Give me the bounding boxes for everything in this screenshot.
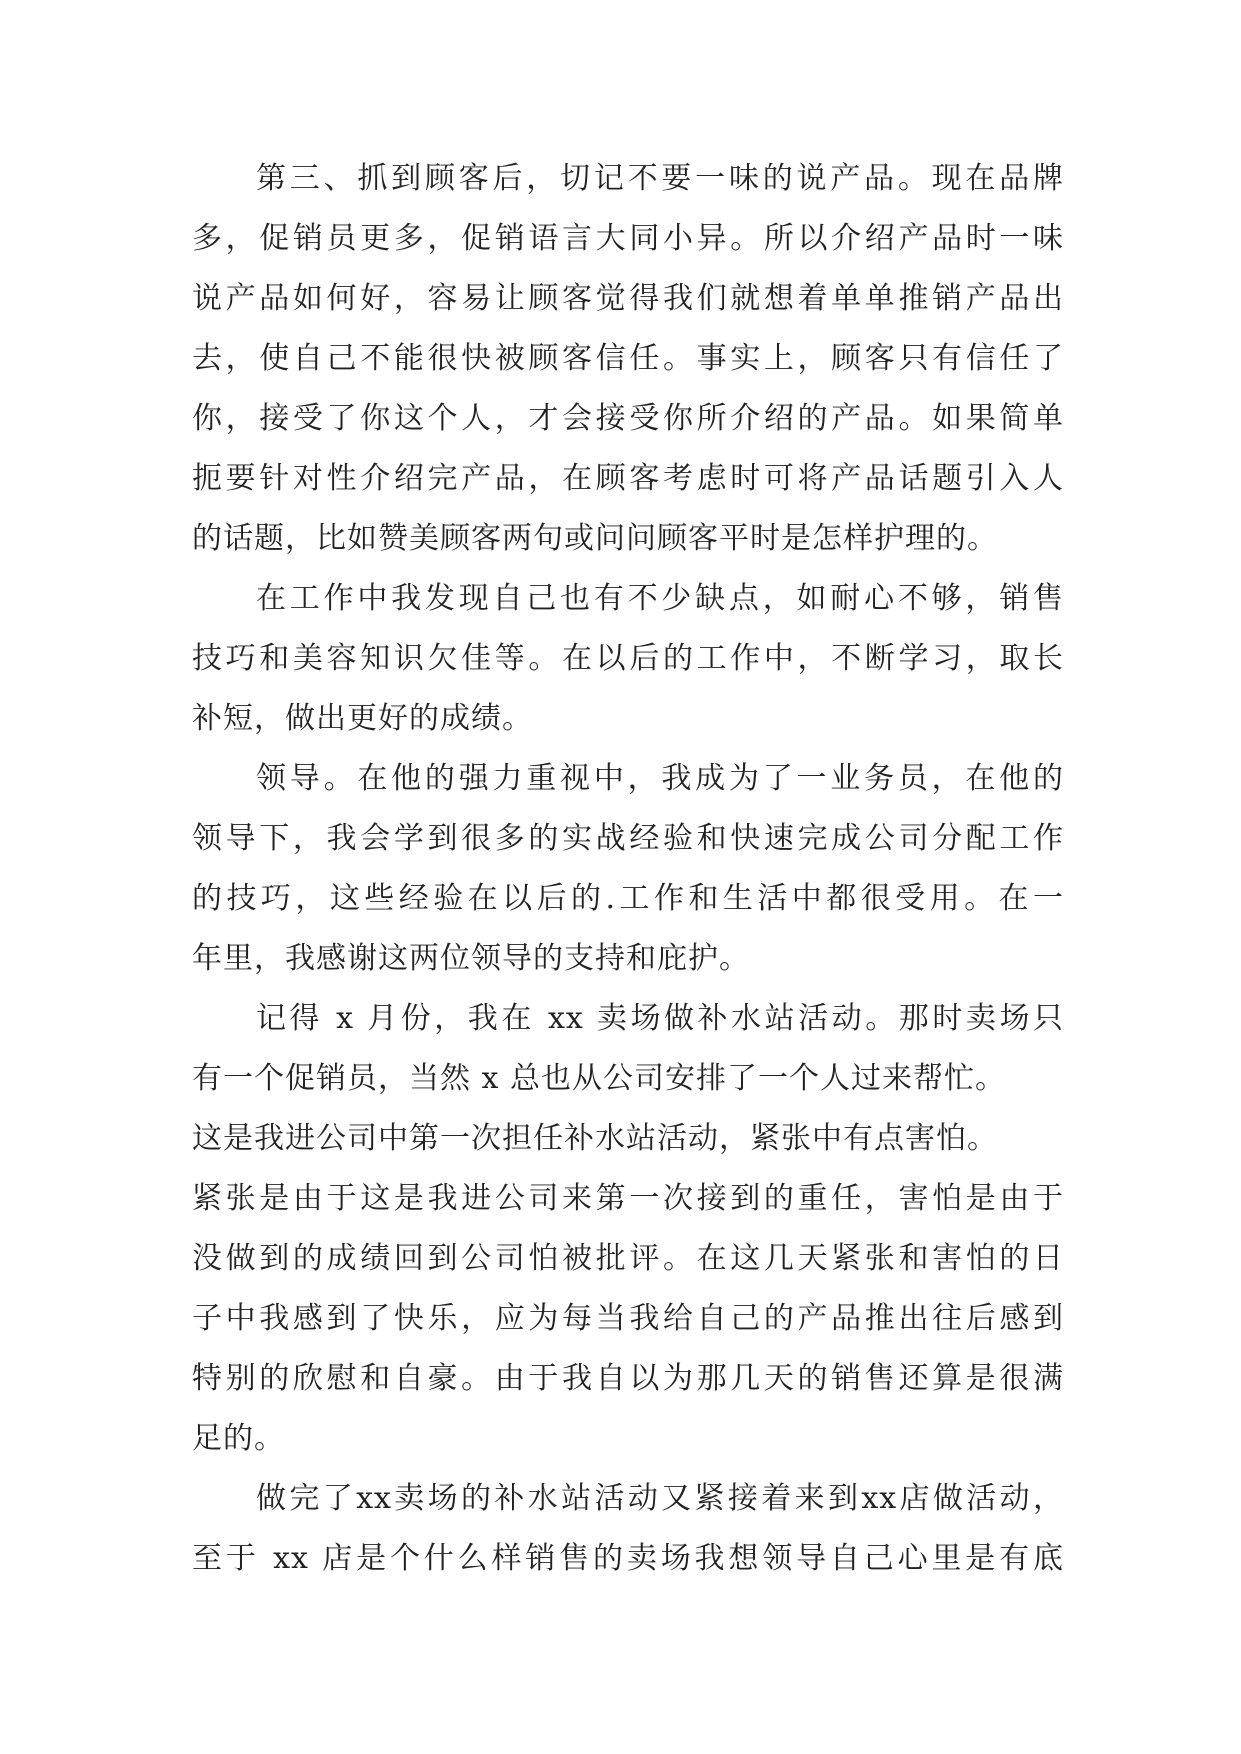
text-line: 有一个促销员，当然 x 总也从公司安排了一个人过来帮忙。 [192,1061,1006,1096]
text-line: 特别的欣慰和自豪。由于我自以为那几天的销售还算是很满 [192,1361,1064,1396]
text-line: 领导。在他的强力重视中，我成为了一业务员，在他的 [256,761,1064,796]
text-line: 这是我进公司中第一次担任补水站活动，紧张中有点害怕。 [192,1121,998,1156]
text-line: 你，接受了你这个人，才会接受你所介绍的产品。如果简单 [192,401,1064,436]
text-line: 足的。 [192,1421,285,1456]
text-line: 的话题，比如赞美顾客两句或问问顾客平时是怎样护理的。 [192,521,998,556]
text-line: 记得 x 月份，我在 xx 卖场做补水站活动。那时卖场只 [256,1001,1064,1036]
text-line: 至于 xx 店是个什么样销售的卖场我想领导自己心里是有底 [192,1541,1064,1576]
text-line: 去，使自己不能很快被顾客信任。事实上，顾客只有信任了 [192,341,1064,376]
text-line: 扼要针对性介绍完产品，在顾客考虑时可将产品话题引入人 [192,461,1064,496]
text-line: 紧张是由于这是我进公司来第一次接到的重任，害怕是由于 [192,1181,1064,1216]
text-line: 在工作中我发现自己也有不少缺点，如耐心不够，销售 [256,581,1064,616]
text-line: 说产品如何好，容易让顾客觉得我们就想着单单推销产品出 [192,281,1064,316]
text-line: 第三、抓到顾客后，切记不要一味的说产品。现在品牌 [256,161,1064,196]
text-line: 补短，做出更好的成绩。 [192,701,533,736]
text-line: 做完了xx卖场的补水站活动又紧接着来到xx店做活动， [256,1481,1064,1516]
text-line: 领导下，我会学到很多的实战经验和快速完成公司分配工作 [192,821,1064,856]
text-line: 没做到的成绩回到公司怕被批评。在这几天紧张和害怕的日 [192,1241,1064,1276]
text-line: 子中我感到了快乐，应为每当我给自己的产品推出往后感到 [192,1301,1064,1336]
text-line: 的技巧，这些经验在以后的.工作和生活中都很受用。在一 [192,881,1064,916]
text-line: 技巧和美容知识欠佳等。在以后的工作中，不断学习，取长 [192,641,1064,676]
text-line: 年里，我感谢这两位领导的支持和庇护。 [192,941,750,976]
text-line: 多，促销员更多，促销语言大同小异。所以介绍产品时一味 [192,221,1064,256]
